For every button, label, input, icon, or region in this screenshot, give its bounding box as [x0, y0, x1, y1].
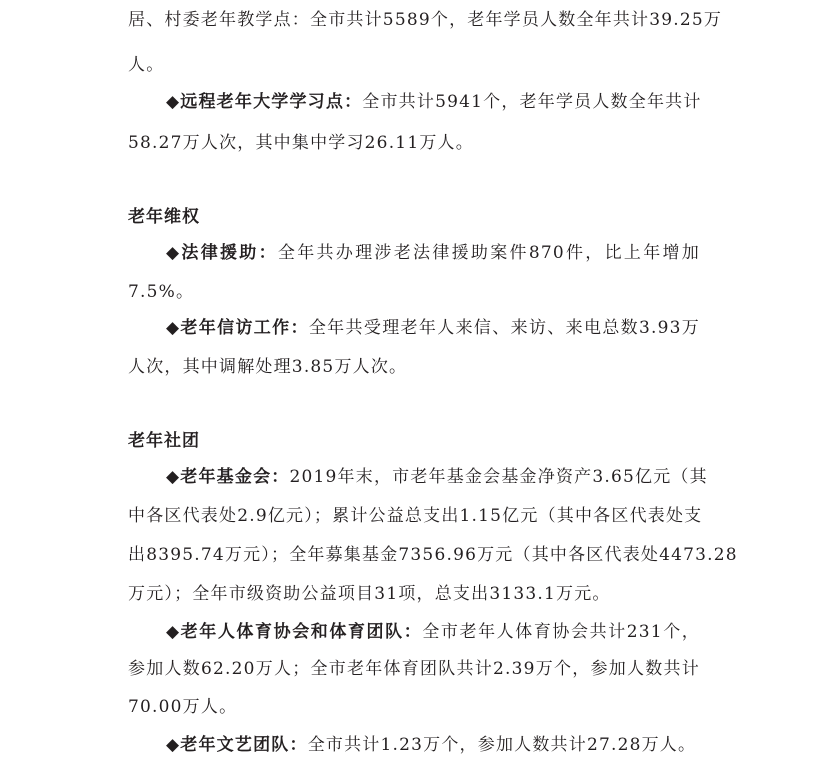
paragraph-line: 70.00万人。: [128, 697, 238, 717]
list-item-sports: [166, 620, 700, 644]
bullet-diamond-icon: ◆: [166, 467, 181, 487]
bullet-diamond-icon: ◆: [166, 243, 182, 263]
paragraph-line: 中各区代表处2.9亿元）；累计公益总支出1.15亿元（其中各区代表处支: [128, 506, 703, 526]
item-text: 全年共受理老年人来信、来访、来电总数3.93万: [308, 318, 700, 338]
list-item-petitions: [166, 316, 700, 340]
section-heading-rights: 老年维权: [128, 207, 200, 227]
item-label: 老年基金会：: [180, 467, 290, 487]
list-item-remote-study: [166, 90, 700, 114]
item-text: 全市老年人体育协会共计231个，: [422, 622, 700, 642]
item-text: 全市共计5941个，老年学员人数全年共计: [362, 92, 702, 112]
paragraph-line: 万元）；全年市级资助公益项目31项，总支出3133.1万元。: [128, 584, 611, 604]
item-label: 远程老年大学学习点：: [180, 92, 363, 112]
list-item-arts: [166, 733, 696, 757]
paragraph-line: 出8395.74万元）；全年募集基金7356.96万元（其中各区代表处4473.28: [128, 545, 738, 565]
paragraph-line: 人次，其中调解处理3.85万人次。: [128, 357, 408, 377]
list-item-foundation: [166, 465, 708, 489]
bullet-diamond-icon: ◆: [166, 622, 181, 642]
item-label: 法律援助：: [181, 243, 278, 263]
section-heading-groups: 老年社团: [128, 431, 200, 451]
list-item-legal-aid: [166, 241, 700, 265]
paragraph-line: 居、村委老年教学点：全市共计5589个，老年学员人数全年共计39.25万: [128, 10, 723, 30]
paragraph-line: 7.5%。: [128, 282, 195, 302]
item-label: 老年信访工作：: [180, 318, 309, 338]
paragraph-line: 58.27万人次，其中集中学习26.11万人。: [128, 133, 474, 153]
bullet-diamond-icon: ◆: [166, 318, 181, 338]
paragraph-line: 参加人数62.20万人；全市老年体育团队共计2.39万个，参加人数共计: [128, 659, 700, 679]
item-text: 2019年末，市老年基金会基金净资产3.65亿元（其: [289, 467, 708, 487]
paragraph-line: 人。: [128, 55, 165, 75]
item-label: 老年人体育协会和体育团队：: [180, 622, 423, 642]
item-text: 全年共办理涉老法律援助案件870件，比上年增加: [277, 243, 701, 263]
item-label: 老年文艺团队：: [180, 735, 308, 755]
item-text: 全市共计1.23万个，参加人数共计27.28万人。: [307, 735, 697, 755]
bullet-diamond-icon: ◆: [166, 92, 181, 112]
bullet-diamond-icon: ◆: [166, 735, 181, 755]
